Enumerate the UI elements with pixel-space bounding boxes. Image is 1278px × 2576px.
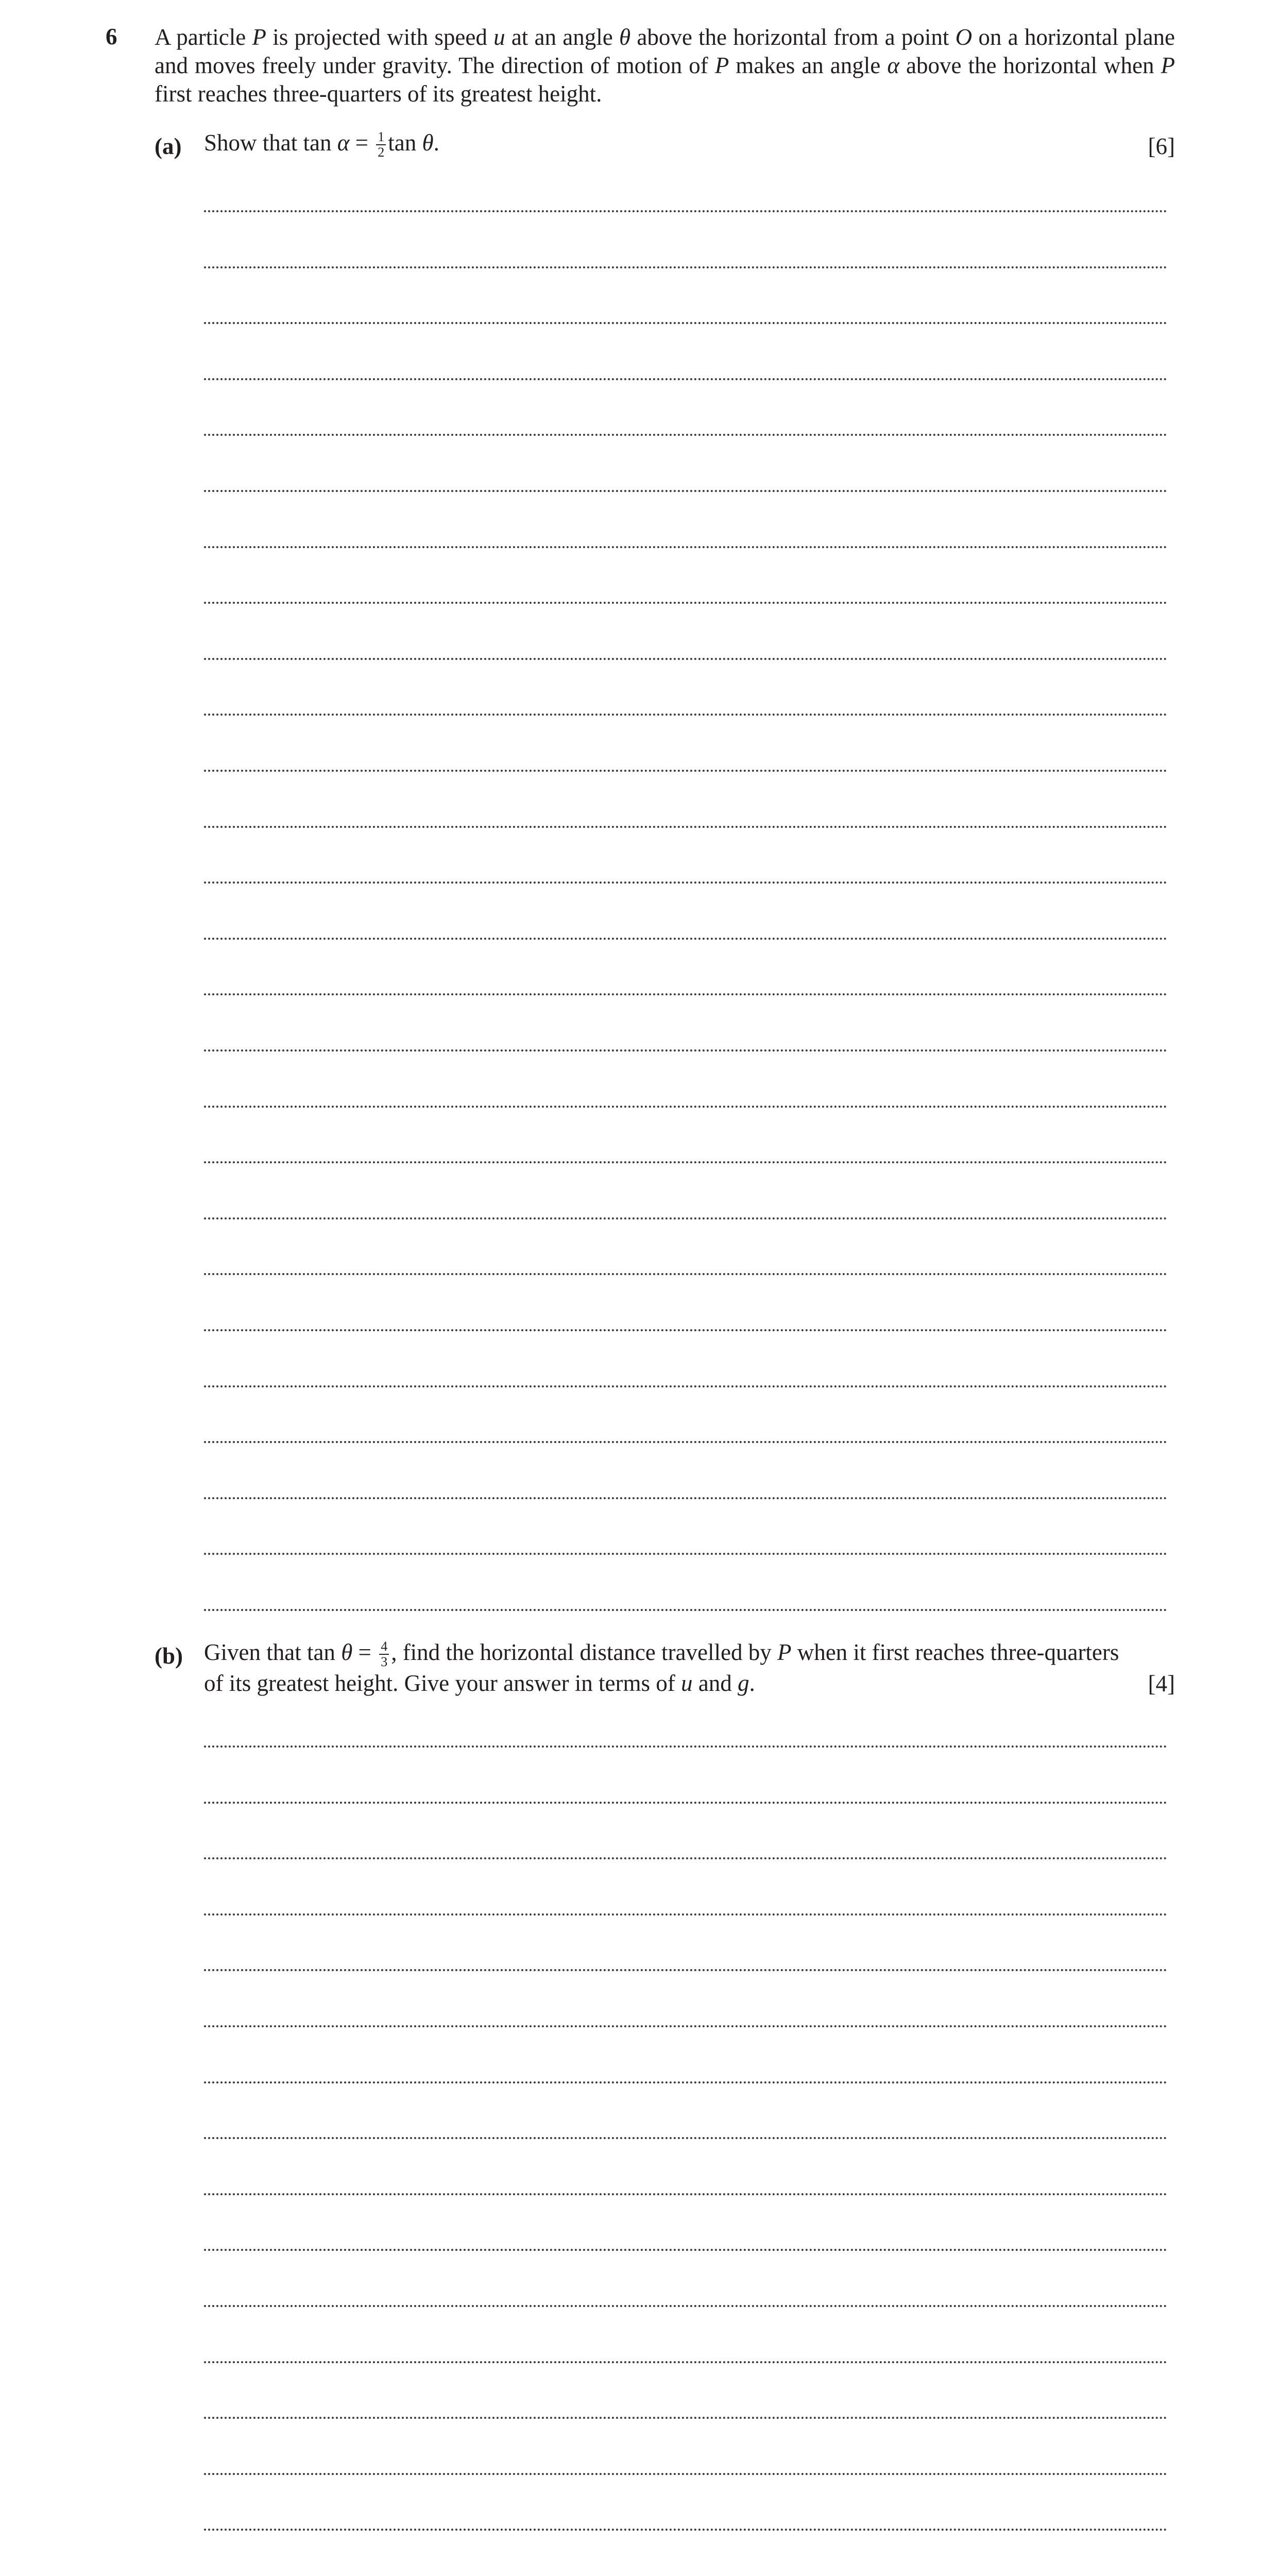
- answer-line[interactable]: [204, 714, 1167, 716]
- answer-line[interactable]: [204, 490, 1167, 492]
- part-b-marks: [4]: [1148, 1671, 1175, 1697]
- answer-line[interactable]: [204, 378, 1167, 380]
- part-b-label: (b): [155, 1643, 183, 1669]
- answer-line[interactable]: [204, 1497, 1167, 1499]
- answer-line[interactable]: [204, 770, 1167, 772]
- answer-line[interactable]: [204, 2249, 1167, 2251]
- answer-line[interactable]: [204, 546, 1167, 548]
- answer-line[interactable]: [204, 1161, 1167, 1163]
- answer-line[interactable]: [204, 1745, 1167, 1748]
- answer-line[interactable]: [204, 938, 1167, 940]
- answer-line[interactable]: [204, 1802, 1167, 1804]
- question-number: 6: [106, 24, 117, 49]
- answer-line[interactable]: [204, 2529, 1167, 2531]
- question-stem: A particle P is projected with speed u at an angle θ above the horizontal from a point O on a horizontal plane and moves freely under gravity. The direction of motion of P makes an angle α above the horizontal when P first reaches three-quarters of its greatest height.: [155, 24, 1175, 107]
- answer-line[interactable]: [204, 1553, 1167, 1555]
- answer-line[interactable]: [204, 993, 1167, 995]
- answer-line[interactable]: [204, 2137, 1167, 2139]
- part-b-question: Given that tan θ = $\frac{4}{3}$ , find the horizontal distance travelled by P when it first reaches three-quarters of its greatest height. Give your answer in terms of u and g.: [204, 1638, 1119, 1696]
- answer-line[interactable]: [204, 1385, 1167, 1387]
- answer-line[interactable]: [204, 826, 1167, 828]
- answer-line[interactable]: [204, 2417, 1167, 2419]
- answer-line[interactable]: [204, 2305, 1167, 2307]
- fraction-four-thirds: $\frac{4}{3}$: [379, 1639, 389, 1669]
- answer-line[interactable]: [204, 2473, 1167, 2475]
- part-a-label: (a): [155, 133, 182, 159]
- answer-line[interactable]: [204, 1106, 1167, 1108]
- answer-line[interactable]: [204, 266, 1167, 268]
- answer-line[interactable]: [204, 322, 1167, 324]
- answer-line[interactable]: [204, 1969, 1167, 1971]
- answer-line[interactable]: [204, 1609, 1167, 1611]
- answer-line[interactable]: [204, 210, 1167, 212]
- answer-line[interactable]: [204, 434, 1167, 436]
- answer-line[interactable]: [204, 1273, 1167, 1275]
- answer-line[interactable]: [204, 2193, 1167, 2195]
- fraction-one-half: $\frac{1}{2}$: [376, 130, 386, 160]
- answer-line[interactable]: [204, 2361, 1167, 2363]
- part-a-marks: [6]: [1148, 133, 1175, 159]
- answer-line[interactable]: [204, 1913, 1167, 1916]
- answer-line[interactable]: [204, 1441, 1167, 1443]
- answer-line[interactable]: [204, 658, 1167, 660]
- answer-line[interactable]: [204, 1329, 1167, 1331]
- answer-line[interactable]: [204, 1217, 1167, 1219]
- part-a-question: Show that tan α = $\frac{1}{2}$ tan θ.: [204, 129, 439, 160]
- answer-line[interactable]: [204, 602, 1167, 604]
- answer-line[interactable]: [204, 2081, 1167, 2083]
- answer-line[interactable]: [204, 2025, 1167, 2027]
- answer-line[interactable]: [204, 1857, 1167, 1859]
- answer-line[interactable]: [204, 1049, 1167, 1052]
- answer-line[interactable]: [204, 882, 1167, 884]
